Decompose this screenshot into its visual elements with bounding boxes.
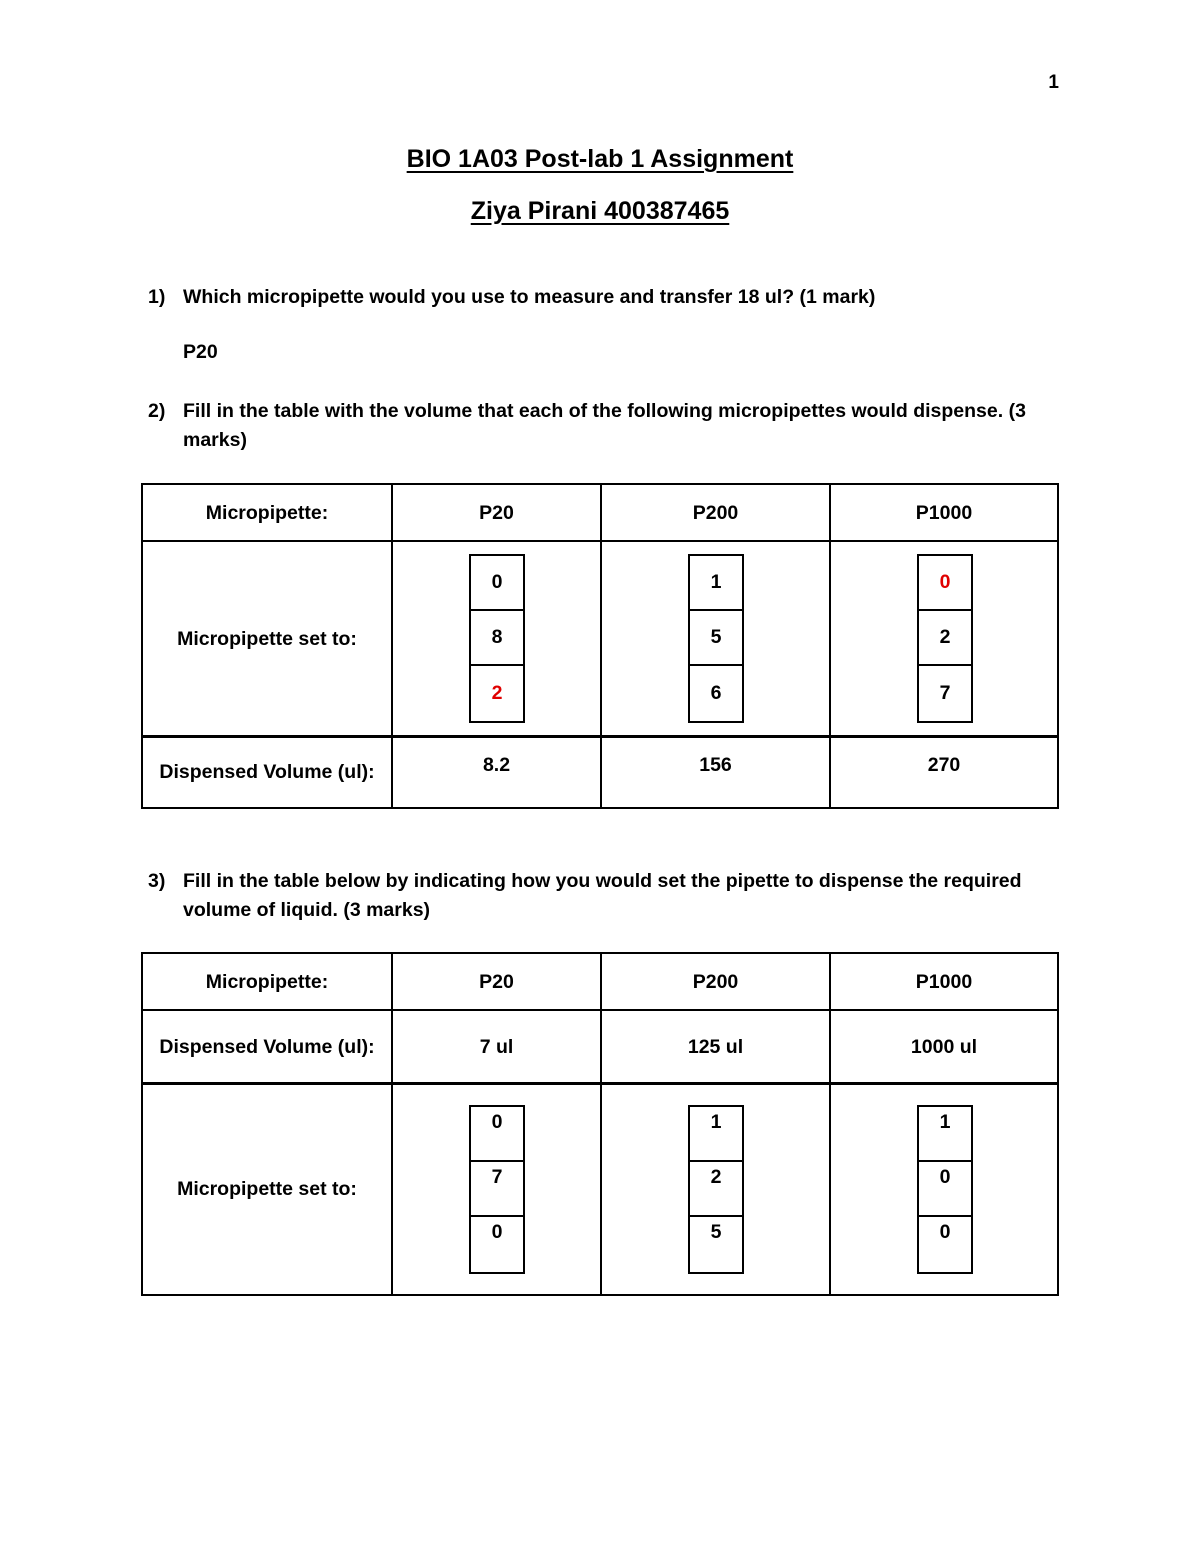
dial-digit: 7 bbox=[939, 682, 951, 704]
question-text: Fill in the table below by indicating how you would set the pipette to dispense the required volume of liquid. (3 marks) bbox=[183, 870, 1022, 921]
question-text: Which micropipette would you use to measure and transfer 18 ul? (1 mark) bbox=[183, 286, 876, 308]
header-cell: Micropipette: bbox=[141, 483, 391, 541]
row-label-volume: Dispensed Volume (ul): bbox=[141, 735, 391, 809]
dial-digit: 0 bbox=[471, 1107, 523, 1162]
page-number: 1 bbox=[1048, 72, 1059, 93]
question-number: 1) bbox=[148, 286, 166, 308]
setting-cell bbox=[600, 540, 829, 736]
question-1-answer: P20 bbox=[183, 341, 218, 363]
dial-digit: 2 bbox=[491, 682, 503, 704]
pipette-dial bbox=[469, 554, 525, 723]
header-cell: P20 bbox=[391, 483, 600, 541]
volume-cell: 8.2 bbox=[391, 735, 600, 809]
dial-digit: 6 bbox=[710, 682, 722, 704]
row-label-set-to: Micropipette set to: bbox=[141, 1082, 391, 1296]
pipette-dial bbox=[469, 1105, 525, 1274]
dial-digit: 2 bbox=[919, 611, 971, 666]
header-cell: P1000 bbox=[829, 952, 1059, 1010]
dial-digit: 0 bbox=[939, 1221, 951, 1243]
pipette-dial bbox=[917, 1105, 973, 1274]
header-cell: Micropipette: bbox=[141, 952, 391, 1010]
row-label-set-to: Micropipette set to: bbox=[141, 540, 391, 736]
header-cell: P1000 bbox=[829, 483, 1059, 541]
dial-digit: 8 bbox=[471, 611, 523, 666]
dial-digit: 5 bbox=[690, 611, 742, 666]
volume-cell: 7 ul bbox=[391, 1009, 600, 1083]
dial-digit: 5 bbox=[710, 1221, 722, 1243]
dial-digit: 1 bbox=[690, 1107, 742, 1162]
question-number: 3) bbox=[148, 870, 166, 892]
setting-cell bbox=[391, 1082, 600, 1296]
dial-digit: 0 bbox=[919, 556, 971, 611]
setting-cell bbox=[391, 540, 600, 736]
author-line: Ziya Pirani 400387465 bbox=[470, 197, 730, 225]
row-label-volume: Dispensed Volume (ul): bbox=[141, 1009, 391, 1083]
setting-cell bbox=[829, 540, 1059, 736]
dial-digit: 0 bbox=[491, 1221, 503, 1243]
pipette-dial bbox=[688, 554, 744, 723]
dial-digit: 1 bbox=[919, 1107, 971, 1162]
setting-cell bbox=[600, 1082, 829, 1296]
dial-digit: 2 bbox=[690, 1162, 742, 1217]
header-cell: P200 bbox=[600, 952, 829, 1010]
pipette-dial bbox=[917, 554, 973, 723]
volume-cell: 156 bbox=[600, 735, 829, 809]
header-cell: P200 bbox=[600, 483, 829, 541]
question-text: Fill in the table with the volume that each of the following micropipettes would dispense. (3 marks) bbox=[183, 400, 1026, 451]
document-title: BIO 1A03 Post-lab 1 Assignment bbox=[406, 145, 794, 173]
dial-digit: 0 bbox=[471, 556, 523, 611]
pipette-dial bbox=[688, 1105, 744, 1274]
volume-cell: 125 ul bbox=[600, 1009, 829, 1083]
volume-cell: 1000 ul bbox=[829, 1009, 1059, 1083]
volume-cell: 270 bbox=[829, 735, 1059, 809]
dial-digit: 0 bbox=[919, 1162, 971, 1217]
dial-digit: 7 bbox=[471, 1162, 523, 1217]
setting-cell bbox=[829, 1082, 1059, 1296]
header-cell: P20 bbox=[391, 952, 600, 1010]
dial-digit: 1 bbox=[690, 556, 742, 611]
question-number: 2) bbox=[148, 400, 166, 422]
